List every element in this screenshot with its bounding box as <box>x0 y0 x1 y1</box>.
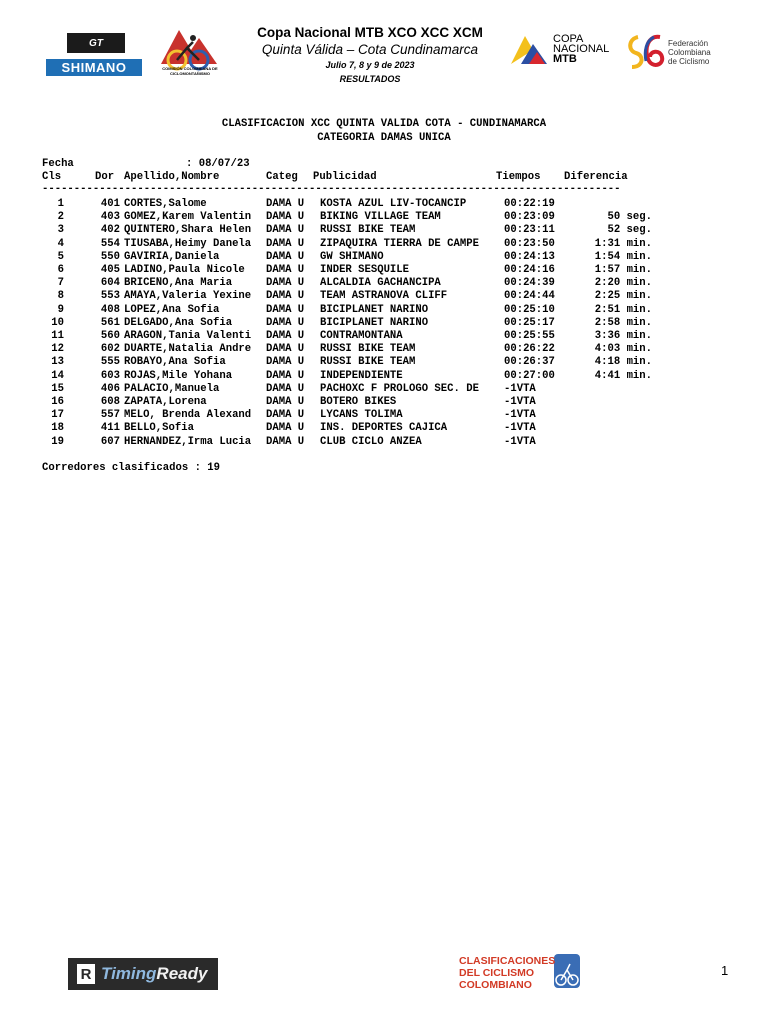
category-cell: DAMA U <box>266 277 305 290</box>
cnm-line-3: MTB <box>553 53 577 65</box>
col-time: Tiempos <box>496 171 541 183</box>
team-cell: BICIPLANET NARIÑO <box>320 303 429 316</box>
name-cell: GOMEZ,Karem Valentin <box>124 211 252 224</box>
name-cell: ARAGON,Tania Valenti <box>124 330 252 342</box>
rank-cell: 12 <box>51 343 64 356</box>
time-cell: 00:22:19 <box>504 198 555 210</box>
bib-cell: 561 <box>100 316 120 329</box>
rank-cell: 4 <box>57 237 64 250</box>
team-cell: RUSSI BIKE TEAM <box>320 224 416 237</box>
name-cell: QUINTERO,Shara Helen <box>124 224 252 237</box>
timing-ready-logo <box>68 958 218 990</box>
name-cell: AMAYA,Valeria Yexine <box>124 290 252 303</box>
time-cell: 00:25:55 <box>504 330 555 342</box>
category-cell: DAMA U <box>266 290 305 303</box>
rank-cell: 13 <box>51 356 64 369</box>
time-cell: -1VTA <box>504 435 536 448</box>
rank-cell: 15 <box>51 382 64 395</box>
table-row <box>0 264 768 277</box>
copa-nacional-mtb-logo <box>509 30 549 66</box>
gt-logo: GT <box>67 33 125 53</box>
time-cell: 00:23:11 <box>504 224 555 237</box>
name-cell: ROBAYO,Ana Sofia <box>124 356 226 369</box>
table-row <box>0 198 768 211</box>
table-row <box>0 290 768 303</box>
category-cell: DAMA U <box>266 396 305 408</box>
ccc-line-2: DEL CICLISMO <box>459 967 535 979</box>
team-cell: INDER SESQUILE <box>320 264 410 276</box>
time-cell: 00:26:22 <box>504 343 555 356</box>
time-cell: 00:24:16 <box>504 264 555 276</box>
time-cell: 00:25:17 <box>504 316 555 329</box>
category-cell: DAMA U <box>266 435 305 448</box>
category-cell: DAMA U <box>266 250 305 263</box>
shimano-logo: SHIMANO <box>46 59 142 76</box>
col-diff: Diferencia <box>564 171 628 183</box>
timing-ready-r-icon: R <box>77 964 95 984</box>
time-cell: -1VTA <box>504 422 536 435</box>
fcc-line-3: de Ciclismo <box>668 57 710 66</box>
ccm-caption: COMISIÓN COLOMBIANA DE CICLOMONTAÑISMO <box>162 66 218 76</box>
name-cell: LADINO,Paula Nicole <box>124 264 245 276</box>
rank-cell: 8 <box>57 290 64 303</box>
name-cell: HERNANDEZ,Irma Lucia <box>124 435 252 448</box>
team-cell: ALCALDIA GACHANCIPA <box>320 277 441 290</box>
category-cell: DAMA U <box>266 369 305 382</box>
col-name: Apellido,Nombre <box>124 171 220 183</box>
time-cell: 00:24:39 <box>504 277 555 290</box>
timing-ready-text <box>101 964 207 984</box>
bib-cell: 607 <box>100 435 120 448</box>
team-cell: INS. DEPORTES CAJICA <box>320 422 448 435</box>
category-cell: DAMA U <box>266 198 305 210</box>
bib-cell: 401 <box>100 198 120 210</box>
bib-cell: 405 <box>100 264 120 276</box>
rank-cell: 6 <box>57 264 64 276</box>
rank-cell: 2 <box>57 211 64 224</box>
gap-cell: 3:36 min. <box>594 330 652 342</box>
rank-cell: 10 <box>51 316 64 329</box>
table-row <box>0 396 768 409</box>
category-cell: DAMA U <box>266 409 305 422</box>
team-cell: ZIPAQUIRA TIERRA DE CAMPE <box>320 237 479 250</box>
category-cell: DAMA U <box>266 343 305 356</box>
table-row <box>0 277 768 290</box>
rank-cell: 17 <box>51 409 64 422</box>
name-cell: GAVIRIA,Daniela <box>124 250 220 263</box>
rank-cell: 1 <box>57 198 64 210</box>
rank-cell: 7 <box>57 277 64 290</box>
table-row <box>0 436 768 449</box>
team-cell: GW SHIMANO <box>320 250 384 263</box>
time-cell: 00:26:37 <box>504 356 555 369</box>
team-cell: BICIPLANET NARIÑO <box>320 316 429 329</box>
name-cell: BELLO,Sofia <box>124 422 194 435</box>
table-row <box>0 356 768 369</box>
gap-cell: 4:18 min. <box>594 356 652 369</box>
rank-cell: 3 <box>57 224 64 237</box>
name-cell: ROJAS,Mile Yohana <box>124 369 233 382</box>
results-table <box>0 198 768 450</box>
name-cell: BRICEÑO,Ana Maria <box>124 277 233 290</box>
fcc-line-1: Federación <box>668 39 709 48</box>
team-cell: RUSSI BIKE TEAM <box>320 356 416 369</box>
bib-cell: 602 <box>100 343 120 356</box>
team-cell: TEAM ASTRANOVA CLIFF <box>320 290 448 303</box>
bib-cell: 555 <box>100 356 120 369</box>
bib-cell: 553 <box>100 290 120 303</box>
event-dates: Julio 7, 8 y 9 de 2023 <box>325 60 415 70</box>
time-cell: 00:24:44 <box>504 290 555 303</box>
name-cell: TIUSABA,Heimy Danela <box>124 237 252 250</box>
classified-count: Corredores clasificados : 19 <box>42 462 221 474</box>
name-cell: ZAPATA,Lorena <box>124 396 207 408</box>
fcc-line-2: Colombiana <box>668 48 711 57</box>
bib-cell: 557 <box>100 409 120 422</box>
name-cell: DELGADO,Ana Sofia <box>124 316 233 329</box>
ccc-line-1: CLASIFICACIONES <box>459 955 556 967</box>
table-row <box>0 409 768 422</box>
bib-cell: 408 <box>100 303 120 316</box>
ccc-line-3: COLOMBIANO <box>459 979 532 991</box>
table-row <box>0 224 768 237</box>
rank-cell: 9 <box>57 303 64 316</box>
category-cell: DAMA U <box>266 422 305 435</box>
category-cell: DAMA U <box>266 303 305 316</box>
bib-cell: 402 <box>100 224 120 237</box>
team-cell: CONTRAMONTAÑA <box>320 330 403 342</box>
cnm-line-1: COPA <box>553 33 584 45</box>
gap-cell: 2:25 min. <box>594 290 652 303</box>
clasificaciones-text <box>459 955 555 991</box>
name-cell: CORTES,Salome <box>124 198 207 210</box>
category-cell: DAMA U <box>266 330 305 342</box>
time-cell: -1VTA <box>504 382 536 395</box>
table-row <box>0 383 768 396</box>
ready-word: Ready <box>156 964 208 983</box>
timing-word: Timing <box>101 964 157 983</box>
col-dor: Dor <box>95 171 115 183</box>
table-row <box>0 211 768 224</box>
results-label: RESULTADOS <box>339 74 401 84</box>
gap-cell: 1:31 min. <box>594 237 652 250</box>
time-cell: 00:25:10 <box>504 303 555 316</box>
gap-cell: 2:20 min. <box>594 277 652 290</box>
table-row <box>0 422 768 435</box>
fcc-logo <box>624 31 666 71</box>
team-cell: INDEPENDIENTE <box>320 369 403 382</box>
rank-cell: 5 <box>57 250 64 263</box>
team-cell: KOSTA AZUL LIV-TOCANCIP <box>320 198 467 210</box>
bib-cell: 403 <box>100 211 120 224</box>
col-categ: Categ <box>266 171 298 183</box>
bib-cell: 406 <box>100 382 120 395</box>
gap-cell: 4:41 min. <box>594 369 652 382</box>
category-cell: DAMA U <box>266 264 305 276</box>
category-cell: DAMA U <box>266 356 305 369</box>
gap-cell: 2:51 min. <box>594 303 652 316</box>
name-cell: DUARTE,Natalia Andre <box>124 343 252 356</box>
bib-cell: 554 <box>100 237 120 250</box>
col-cls: Cls <box>42 171 62 183</box>
event-title: Copa Nacional MTB XCO XCC XCM <box>257 25 483 40</box>
time-cell: 00:24:13 <box>504 250 555 263</box>
table-row <box>0 343 768 356</box>
bib-cell: 608 <box>100 396 120 408</box>
rank-cell: 16 <box>51 396 64 408</box>
bib-cell: 560 <box>100 330 120 342</box>
team-cell: BOTERO BIKES <box>320 396 397 408</box>
name-cell: MELO, Brenda Alexand <box>124 409 252 422</box>
category-cell: DAMA U <box>266 316 305 329</box>
report-category: CATEGORIA DAMAS UNICA <box>317 132 451 144</box>
team-cell: PACHOXC F PROLOGO SEC. DE <box>320 382 479 395</box>
copa-nacional-text <box>553 34 609 64</box>
gap-cell: 50 seg. <box>607 211 652 224</box>
page-number: 1 <box>721 963 729 978</box>
table-row <box>0 370 768 383</box>
name-cell: LOPEZ,Ana Sofia <box>124 303 220 316</box>
table-row <box>0 304 768 317</box>
category-cell: DAMA U <box>266 211 305 224</box>
time-cell: -1VTA <box>504 396 536 408</box>
category-cell: DAMA U <box>266 382 305 395</box>
rank-cell: 11 <box>51 330 64 342</box>
time-cell: 00:23:50 <box>504 237 555 250</box>
rank-cell: 19 <box>51 435 64 448</box>
name-cell: PALACIO,Manuela <box>124 382 220 395</box>
time-cell: 00:27:00 <box>504 369 555 382</box>
category-cell: DAMA U <box>266 224 305 237</box>
fecha-label: Fecha <box>42 158 74 170</box>
gap-cell: 1:54 min. <box>594 250 652 263</box>
header-separator: ------------------------------------------------------------------------------------------- <box>42 183 621 195</box>
fcc-text <box>668 39 711 66</box>
rank-cell: 14 <box>51 369 64 382</box>
bib-cell: 604 <box>100 277 120 290</box>
gap-cell: 2:58 min. <box>594 316 652 329</box>
team-cell: CLUB CICLO ANZEA <box>320 435 422 448</box>
gap-cell: 52 seg. <box>607 224 652 237</box>
category-cell: DAMA U <box>266 237 305 250</box>
table-row <box>0 317 768 330</box>
rank-cell: 18 <box>51 422 64 435</box>
cnm-line-2: NACIONAL <box>553 43 610 55</box>
bib-cell: 411 <box>100 422 120 435</box>
time-cell: 00:23:09 <box>504 211 555 224</box>
team-cell: RUSSI BIKE TEAM <box>320 343 416 356</box>
table-row <box>0 238 768 251</box>
bib-cell: 550 <box>100 250 120 263</box>
time-cell: -1VTA <box>504 409 536 422</box>
team-cell: BIKING VILLAGE TEAM <box>320 211 441 224</box>
col-pub: Publicidad <box>313 171 377 183</box>
table-row <box>0 251 768 264</box>
event-subtitle: Quinta Válida – Cota Cundinamarca <box>261 42 479 57</box>
team-cell: LYCANS TOLIMA <box>320 409 403 422</box>
table-row <box>0 330 768 343</box>
fecha-value: : 08/07/23 <box>186 158 250 170</box>
report-title: CLASIFICACION XCC QUINTA VALIDA COTA - CUNDINAMARCA <box>221 118 547 130</box>
gap-cell: 1:57 min. <box>594 264 652 276</box>
gap-cell: 4:03 min. <box>594 343 652 356</box>
bib-cell: 603 <box>100 369 120 382</box>
